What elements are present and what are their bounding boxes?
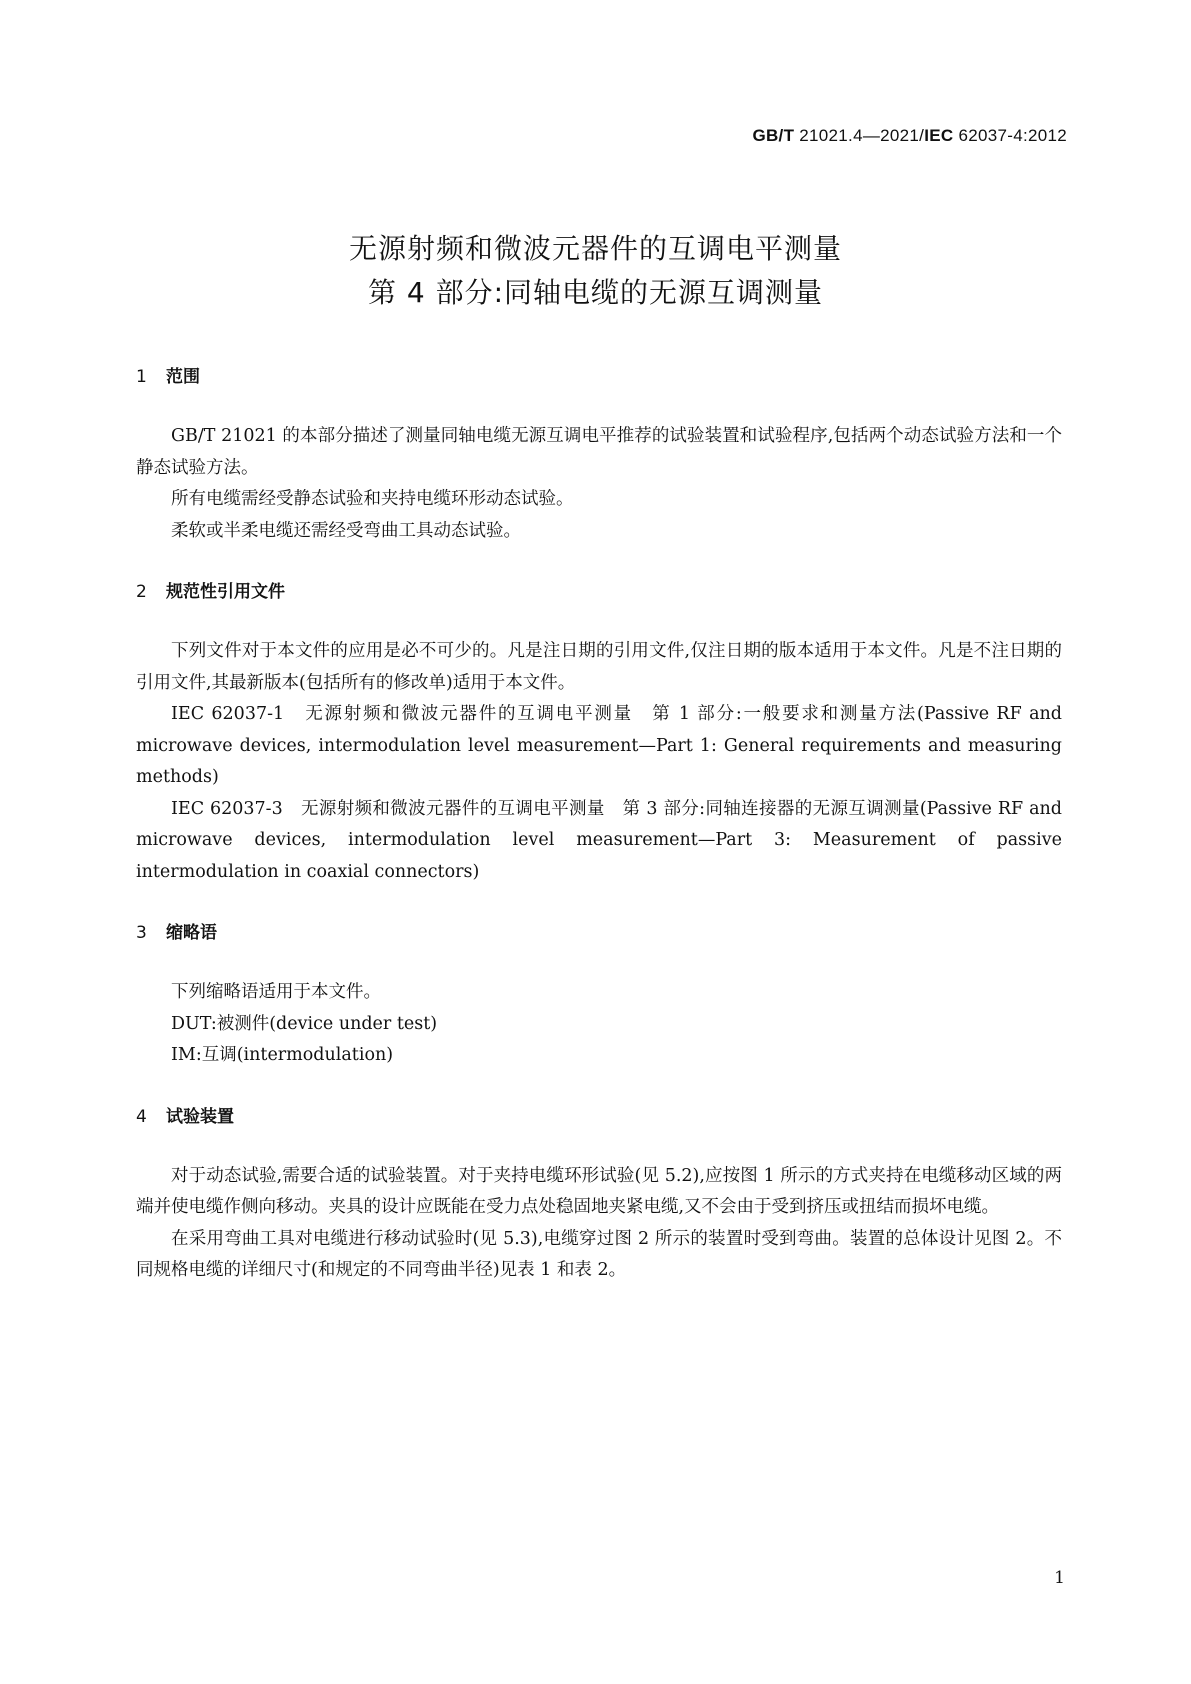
reference-item: IEC 62037-3 无源射频和微波元器件的互调电平测量 第 3 部分:同轴连接器的无源互调测量(Passive RF and microwave devices, intermodulation level measurement—Part 3: Measurement of passive intermodulation in coaxial connectors) bbox=[136, 798, 1062, 882]
iec-number: 62037-4:2012 bbox=[953, 126, 1067, 145]
section-normative-references bbox=[136, 581, 1062, 888]
section-heading: 2 规范性引用文件 bbox=[136, 582, 285, 602]
section-scope bbox=[136, 366, 1062, 547]
iec-prefix: IEC bbox=[924, 126, 954, 145]
page-number: 1 bbox=[1054, 1568, 1065, 1588]
title-line-2: 第 4 部分:同轴电缆的无源互调测量 bbox=[367, 276, 824, 309]
reference-item: IEC 62037-1 无源射频和微波元器件的互调电平测量 第 1 部分:一般要求和测量方法(Passive RF and microwave devices, intermodulation level measurement—Part 1: General requirements and measuring methods) bbox=[136, 704, 1062, 787]
section-abbreviations bbox=[136, 922, 1062, 1072]
paragraph: 柔软或半柔电缆还需经受弯曲工具动态试验。 bbox=[171, 520, 521, 541]
abbreviation-item: IM:互调(intermodulation) bbox=[171, 1045, 394, 1065]
abbreviation-item: DUT:被测件(device under test) bbox=[171, 1013, 438, 1034]
paragraph: 下列缩略语适用于本文件。 bbox=[171, 982, 381, 1002]
paragraph: GB/T 21021 的本部分描述了测量同轴电缆无源互调电平推荐的试验装置和试验程序,包括两个动态试验方法和一个静态试验方法。 bbox=[136, 426, 1062, 478]
std-prefix: GB/T bbox=[752, 126, 795, 145]
paragraph: 下列文件对于本文件的应用是必不可少的。凡是注日期的引用文件,仅注日期的版本适用于本文件。凡是不注日期的引用文件,其最新版本(包括所有的修改单)适用于本文件。 bbox=[136, 641, 1062, 693]
section-heading: 4 试验装置 bbox=[136, 1106, 234, 1127]
document-body bbox=[136, 366, 1062, 1287]
std-number: 21021.4—2021/ bbox=[794, 126, 925, 145]
document-title bbox=[0, 227, 1191, 315]
paragraph: 在采用弯曲工具对电缆进行移动试验时(见 5.3),电缆穿过图 2 所示的装置时受到弯曲。装置的总体设计见图 2。不同规格电缆的详细尺寸(和规定的不同弯曲半径)见表 1 和表 2。 bbox=[136, 1228, 1062, 1280]
title-line-1: 无源射频和微波元器件的互调电平测量 bbox=[348, 232, 842, 265]
section-heading: 1 范围 bbox=[136, 367, 200, 387]
paragraph: 对于动态试验,需要合适的试验装置。对于夹持电缆环形试验(见 5.2),应按图 1 所示的方式夹持在电缆移动区域的两端并使电缆作侧向移动。夹具的设计应既能在受力点处稳固地夹紧电缆,又不会由于受到挤压或扭结而损坏电缆。 bbox=[136, 1165, 1062, 1217]
paragraph: 所有电缆需经受静态试验和夹持电缆环形动态试验。 bbox=[171, 489, 574, 509]
section-test-apparatus bbox=[136, 1106, 1062, 1287]
standard-code bbox=[752, 126, 1067, 146]
section-heading: 3 缩略语 bbox=[136, 923, 217, 943]
